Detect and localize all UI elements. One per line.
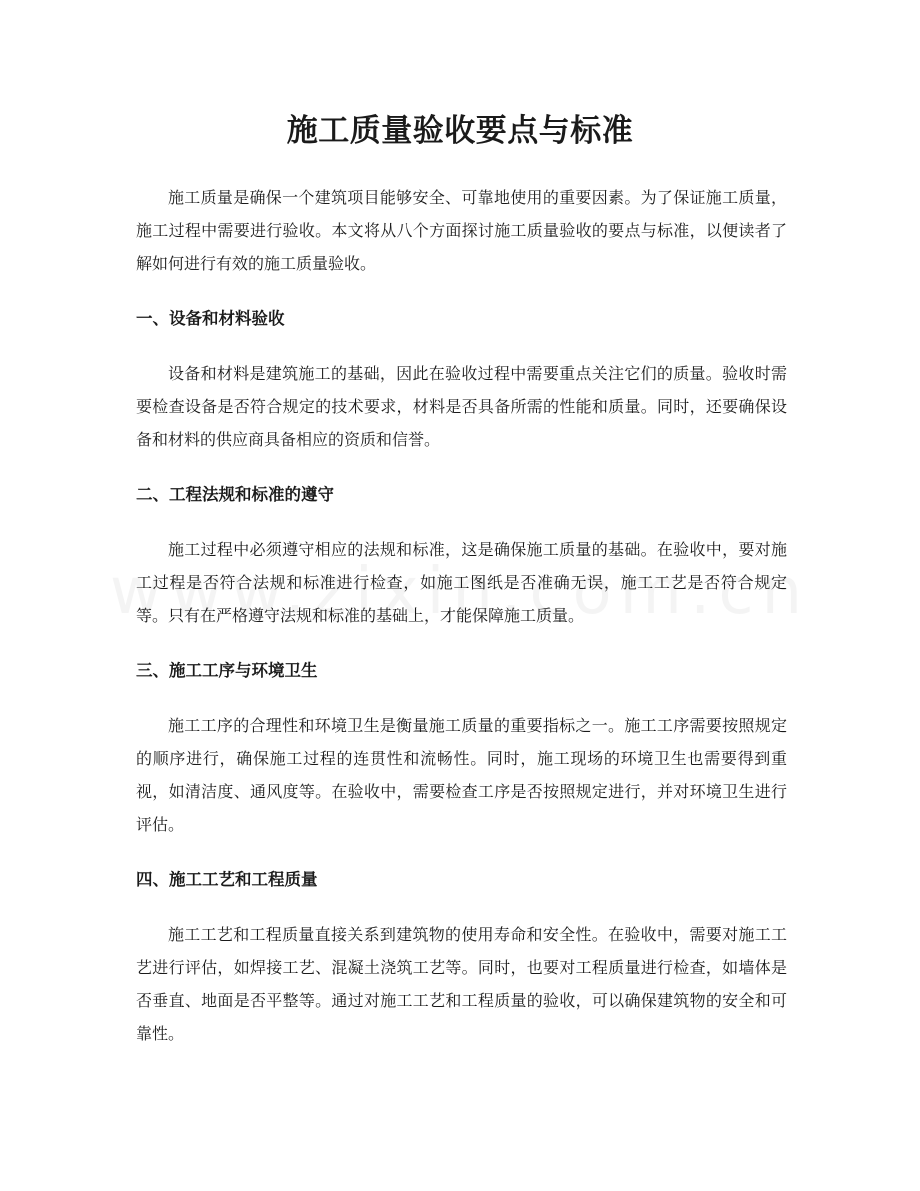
section-heading-4: 四、施工工艺和工程质量 <box>136 870 318 889</box>
section-body-2: 施工过程中必须遵守相应的法规和标准，这是确保施工质量的基础。在验收中，要对施工过程是否符合法规和标准进行检查，如施工图纸是否准确无误，施工工艺是否符合规定等。只有在严格遵守法规和标准的基础上，才能保障施工质量。 <box>136 540 787 625</box>
section-heading-3: 三、施工工序与环境卫生 <box>136 661 318 680</box>
section-body-1: 设备和材料是建筑施工的基础，因此在验收过程中需要重点关注它们的质量。验收时需要检查设备是否符合规定的技术要求，材料是否具备所需的性能和质量。同时，还要确保设备和材料的供应商具备相应的资质和信誉。 <box>136 364 787 449</box>
section-body-3: 施工工序的合理性和环境卫生是衡量施工质量的重要指标之一。施工工序需要按照规定的顺序进行，确保施工过程的连贯性和流畅性。同时，施工现场的环境卫生也需要得到重视，如清洁度、通风度等。在验收中，需要检查工序是否按照规定进行，并对环境卫生进行评估。 <box>136 716 787 834</box>
intro-paragraph: 施工质量是确保一个建筑项目能够安全、可靠地使用的重要因素。为了保证施工质量，施工过程中需要进行验收。本文将从八个方面探讨施工质量验收的要点与标准，以便读者了解如何进行有效的施工质量验收。 <box>136 188 787 273</box>
document-body <box>136 181 787 1050</box>
section-heading-1: 一、设备和材料验收 <box>136 309 285 328</box>
section-heading-2: 二、工程法规和标准的遵守 <box>136 485 334 504</box>
section-body-4: 施工工艺和工程质量直接关系到建筑物的使用寿命和安全性。在验收中，需要对施工工艺进行评估，如焊接工艺、混凝土浇筑工艺等。同时，也要对工程质量进行检查，如墙体是否垂直、地面是否平整等。通过对施工工艺和工程质量的验收，可以确保建筑物的安全和可靠性。 <box>136 925 787 1043</box>
document-title: 施工质量验收要点与标准 <box>286 113 634 149</box>
